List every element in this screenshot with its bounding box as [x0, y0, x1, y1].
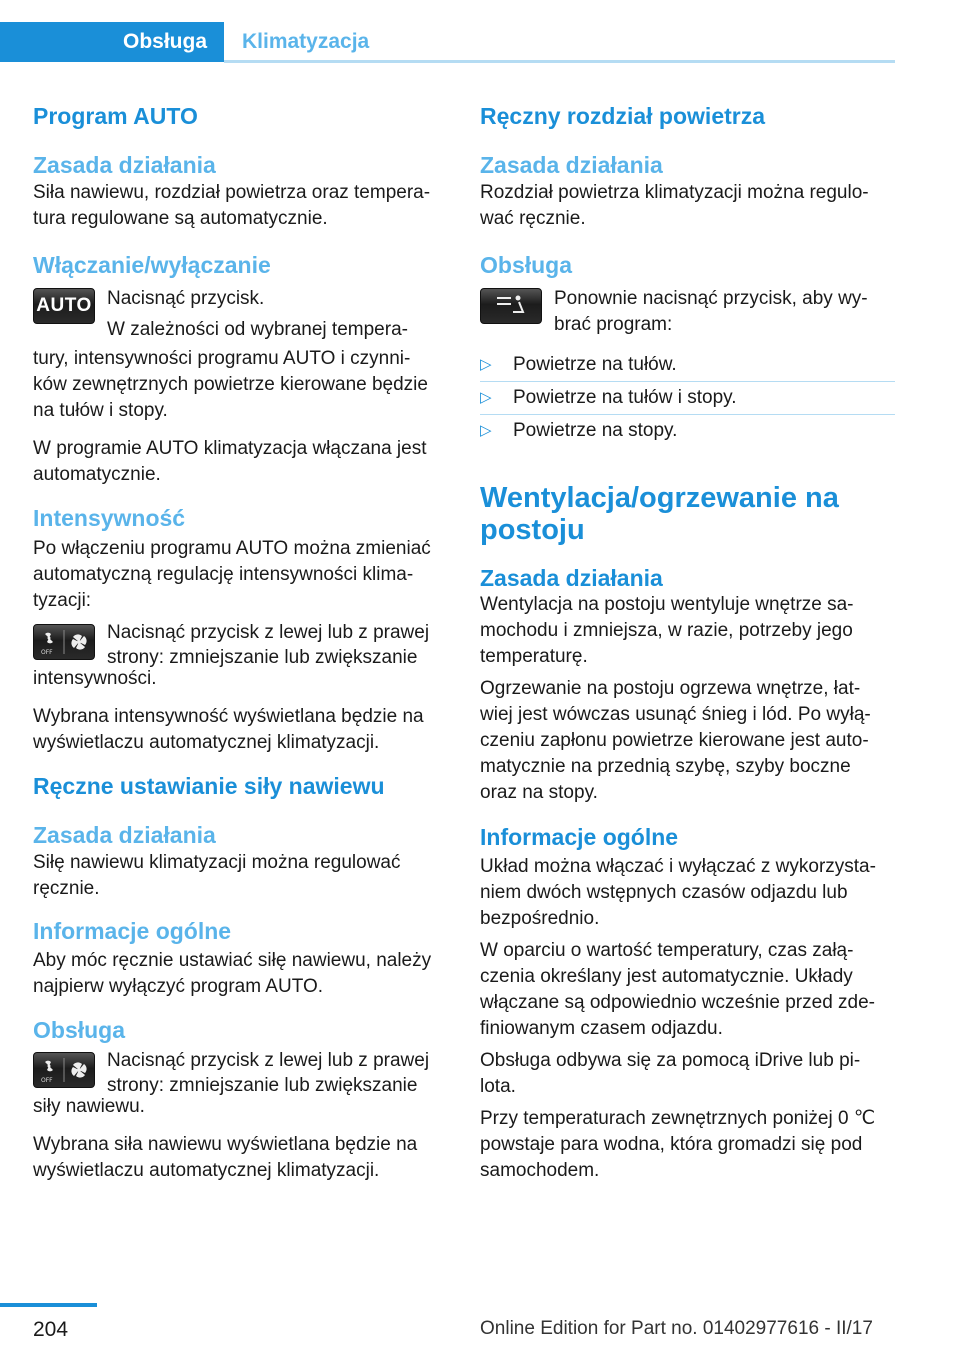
fan-icon — [35, 1054, 93, 1086]
paragraph: Siła nawiewu, rozdział powietrza oraz tempera‐ tura regulowane są automatycznie. — [33, 182, 431, 229]
paragraph: W oparciu o wartość temperatury, czas załą‐ czenia określany jest automatycznie. Układy włączane są odpowiednio wcześnie przed zde‐ finiowanym czasem odjazdu. — [480, 940, 876, 1039]
paragraph: Wentylacja na postoju wentyluje wnętrze sa‐ mochodu i zmniejsza, w razie, potrzeby jego temperaturę. — [480, 594, 854, 667]
paragraph: Przy temperaturach zewnętrznych poniżej 0 ℃ powstaje para wodna, która gromadzi się pod samochodem. — [480, 1108, 876, 1181]
section-tab-obsluga: Obsługa — [0, 22, 224, 62]
auto-instruction — [33, 284, 448, 346]
paragraph: Ponownie nacisnąć przycisk, aby wy‐ brać program: — [554, 288, 868, 335]
divider — [480, 414, 895, 415]
header-rule — [224, 60, 895, 63]
paragraph: W programie AUTO klimatyzacja włączana jest automatycznie. — [33, 438, 427, 485]
heading-zasada-dzialania: Zasada działania — [33, 822, 216, 848]
paragraph: Aby móc ręcznie ustawiać siłę nawiewu, należy najpierw wyłączyć program AUTO. — [33, 950, 432, 997]
paragraph: Ogrzewanie na postoju ogrzewa wnętrze, łat‐ wiej jest wówczas usunąć śnieg i lód. Po wyłą‐ czeniu zapłonu powietrze kierowane jest auto‐ matycznie na przednią szybę, szyby boczne oraz na stopy. — [480, 678, 871, 803]
heading-reczne-ustawianie-sily: Ręczne ustawianie siły nawiewu — [33, 773, 385, 799]
list-item: ▷ Powietrze na stopy. — [480, 418, 895, 444]
heading-informacje-ogolne: Informacje ogólne — [480, 824, 679, 850]
heading-zasada-dzialania: Zasada działania — [480, 565, 663, 591]
heading-obsluga: Obsługa — [33, 1017, 126, 1043]
auto-button-icon — [33, 288, 95, 324]
fan-icon — [35, 626, 93, 658]
footer-edition: Online Edition for Part no. 01402977616 - II/17 — [480, 1318, 873, 1339]
bullet-triangle-icon: ▷ — [480, 356, 492, 373]
air-distribution-instruction — [480, 284, 895, 344]
svg-text:OFF: OFF — [41, 1077, 53, 1084]
heading-program-auto: Program AUTO — [33, 103, 198, 129]
air-distribution-list — [480, 352, 895, 444]
heading-zasada-dzialania: Zasada działania — [33, 152, 216, 178]
footer-rule — [0, 1303, 97, 1307]
auto-button-label: AUTO — [36, 295, 92, 316]
section-tab-klimatyzacja: Klimatyzacja — [242, 30, 370, 53]
divider — [480, 381, 895, 382]
heading-wlaczanie-wylaczanie: Włączanie/wyłączanie — [33, 252, 271, 278]
fan-speed-buttons-icon — [33, 1052, 95, 1088]
air-distribution-icon — [491, 292, 531, 320]
paragraph: W zależności od wybranej tempera‐ — [107, 319, 408, 340]
paragraph: Obsługa odbywa się za pomocą iDrive lub pi‐ lota. — [480, 1050, 861, 1097]
page-header — [0, 0, 960, 62]
paragraph: Nacisnąć przycisk. — [107, 288, 265, 309]
bullet-triangle-icon: ▷ — [480, 422, 492, 439]
left-column — [33, 100, 448, 1184]
heading-intensywnosc: Intensywność — [33, 505, 186, 531]
paragraph: Wybrana siła nawiewu wyświetlana będzie na wyświetlaczu automatycznej klimatyzacji. — [33, 1134, 418, 1181]
fan-speed-buttons-icon — [33, 624, 95, 660]
heading-wentylacja-ogrzewanie: Wentylacja/ogrzewanie na postoju — [480, 482, 839, 546]
bullet-triangle-icon: ▷ — [480, 389, 492, 406]
paragraph: Nacisnąć przycisk z lewej lub z prawej strony: zmniejszanie lub zwiększanie — [107, 1050, 430, 1096]
paragraph: tury, intensywności programu AUTO i czynni‐ ków zewnętrznych powietrze kierowane będzie na tułów i stopy. — [33, 348, 428, 421]
paragraph: Po włączeniu programu AUTO można zmieniać automatyczną regulację intensywności klima‐ tyzacji: — [33, 538, 431, 611]
paragraph: intensywności. — [33, 668, 157, 689]
fan-instruction — [33, 1048, 448, 1098]
paragraph: siły nawiewu. — [33, 1096, 145, 1117]
list-item: ▷ Powietrze na tułów. — [480, 352, 895, 378]
paragraph: Układ można włączać i wyłączać z wykorzysta‐ niem dwóch wstępnych czasów odjazdu lub bezpośrednio. — [480, 856, 876, 929]
list-item: ▷ Powietrze na tułów i stopy. — [480, 385, 895, 411]
paragraph: Wybrana intensywność wyświetlana będzie na wyświetlaczu automatycznej klimatyzacji. — [33, 706, 424, 753]
fan-instruction — [33, 620, 448, 670]
heading-obsluga: Obsługa — [480, 252, 573, 278]
page-number: 204 — [33, 1318, 69, 1341]
heading-reczny-rozdzial-powietrza: Ręczny rozdział powietrza — [480, 103, 766, 129]
heading-informacje-ogolne: Informacje ogólne — [33, 918, 232, 944]
paragraph: Siłę nawiewu klimatyzacji można regulować ręcznie. — [33, 852, 401, 899]
paragraph: Rozdział powietrza klimatyzacji można regulo‐ wać ręcznie. — [480, 182, 869, 229]
air-distribution-button-icon — [480, 288, 542, 324]
svg-text:OFF: OFF — [41, 649, 53, 656]
heading-zasada-dzialania: Zasada działania — [480, 152, 663, 178]
right-column — [480, 100, 895, 1184]
paragraph: Nacisnąć przycisk z lewej lub z prawej strony: zmniejszanie lub zwiększanie — [107, 622, 430, 668]
